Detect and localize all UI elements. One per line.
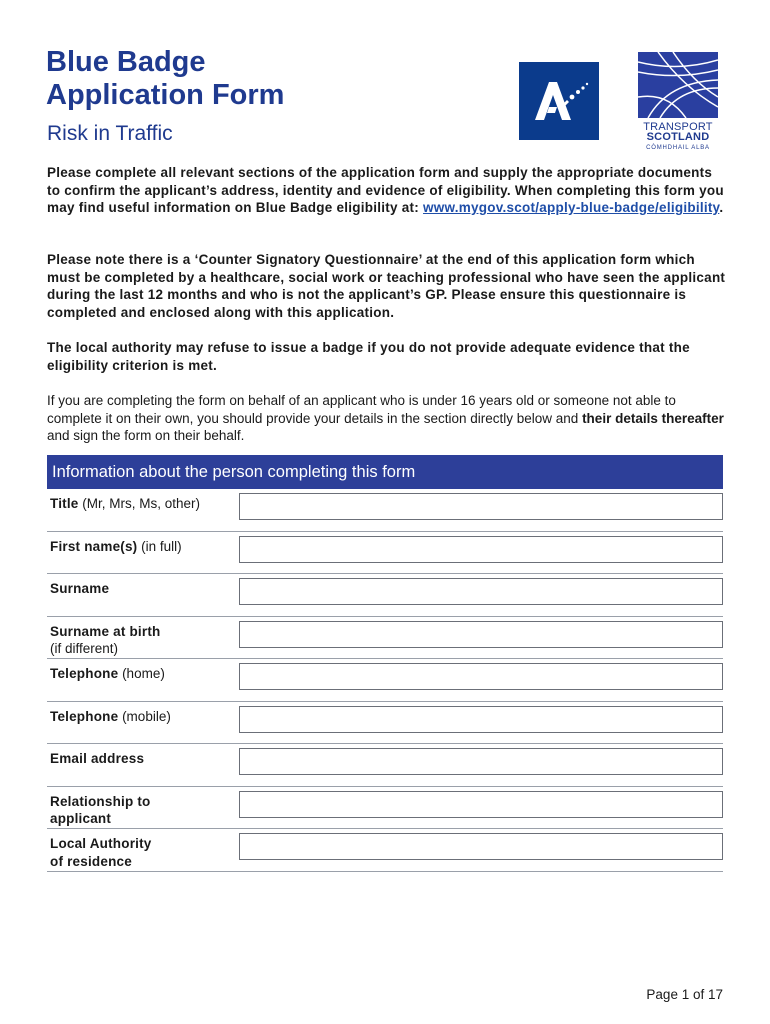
blue-badge-logo	[519, 62, 599, 140]
local-authority-label	[50, 835, 230, 870]
relationship-input[interactable]	[239, 791, 723, 818]
surname-at-birth-hint: (if different)	[50, 641, 119, 656]
transport-scotland-logo	[638, 52, 718, 152]
section-header: Information about the person completing this form	[47, 455, 723, 489]
telephone-mobile-label-text: Telephone	[50, 708, 119, 724]
intro-text-1-end: .	[719, 200, 724, 215]
first-name-label	[50, 538, 230, 556]
surname-at-birth-input[interactable]	[239, 621, 723, 648]
intro-text-4-bold: their details thereafter	[582, 410, 724, 426]
email-row	[47, 744, 723, 787]
title-line-2: Application Form	[46, 79, 285, 111]
email-input[interactable]	[239, 748, 723, 775]
page-subtitle: Risk in Traffic	[47, 122, 173, 145]
title-hint: (Mr, Mrs, Ms, other)	[78, 496, 201, 511]
relationship-label-line-2: applicant	[50, 811, 112, 826]
relationship-label	[50, 793, 230, 828]
eligibility-link[interactable]: www.mygov.scot/apply-blue-badge/eligibility	[423, 200, 720, 215]
telephone-home-label	[50, 665, 230, 683]
local-authority-row	[47, 829, 723, 872]
local-authority-input[interactable]	[239, 833, 723, 860]
telephone-mobile-hint: (mobile)	[118, 708, 171, 724]
title-label-text: Title	[50, 496, 79, 511]
person-completing-form-section	[47, 455, 723, 872]
surname-label	[50, 580, 230, 598]
wheelchair-arrow-icon	[519, 62, 599, 140]
page-number: Page 1 of 17	[646, 987, 723, 1002]
intro-paragraph-4	[47, 392, 727, 445]
telephone-home-hint: (home)	[118, 666, 165, 681]
surname-label-text: Surname	[50, 581, 110, 596]
title-line-1: Blue Badge	[46, 46, 206, 78]
title-row	[47, 489, 723, 532]
relationship-row	[47, 787, 723, 830]
local-authority-label-line-2: of residence	[50, 853, 132, 869]
intro-paragraph-1	[47, 164, 727, 217]
surname-input[interactable]	[239, 578, 723, 605]
telephone-mobile-row	[47, 702, 723, 745]
first-name-row	[47, 532, 723, 575]
email-label	[50, 750, 230, 768]
intro-text-4-end: and sign the form on their behalf.	[47, 428, 245, 443]
first-name-input[interactable]	[239, 536, 723, 563]
first-name-hint: (in full)	[137, 538, 182, 554]
surname-at-birth-row	[47, 617, 723, 660]
email-label-text: Email address	[50, 751, 145, 766]
gaelic-name: CÒMHDHAIL ALBA	[646, 145, 710, 151]
surname-at-birth-label	[50, 623, 230, 658]
first-name-label-text: First name(s)	[50, 538, 138, 554]
telephone-home-label-text: Telephone	[50, 666, 119, 681]
surname-at-birth-label-text: Surname at birth	[50, 623, 161, 639]
transport-scotland-roads-icon	[638, 52, 718, 118]
intro-paragraph-2: Please note there is a ‘Counter Signatory Questionnaire’ at the end of this application form which must be completed by a healthcare, social work or teaching professional who have seen the applicant during the last 12 months and who is not the applicant’s GP. Please ensure this questionnaire is completed and enclosed along with this application.	[47, 252, 726, 320]
title-input[interactable]	[239, 493, 723, 520]
intro-paragraph-3: The local authority may refuse to issue a badge if you do not provide adequate evidence that the eligibility criterion is met.	[47, 340, 690, 373]
title-label	[50, 495, 230, 513]
telephone-mobile-input[interactable]	[239, 706, 723, 733]
telephone-home-input[interactable]	[239, 663, 723, 690]
telephone-home-row	[47, 659, 723, 702]
scotland-word: SCOTLAND	[646, 131, 710, 143]
intro-text-4: If you are completing the form on behalf of an applicant who is under 16 years old or someone not able to complete it on their own, you should provide your details in the section directly below and	[47, 393, 676, 426]
telephone-mobile-label	[50, 708, 230, 726]
transport-word: TRANSPORT	[643, 121, 713, 133]
local-authority-label-line-1: Local Authority	[50, 836, 152, 851]
relationship-label-line-1: Relationship to	[50, 793, 151, 809]
surname-row	[47, 574, 723, 617]
page-title	[46, 46, 284, 112]
intro-text-1: Please complete all relevant sections of the application form and supply the appropriate documents to confirm the applicant’s address, identity and evidence of eligibility. When completing this form you may find useful information on Blue Badge eligibility at:	[47, 165, 724, 215]
